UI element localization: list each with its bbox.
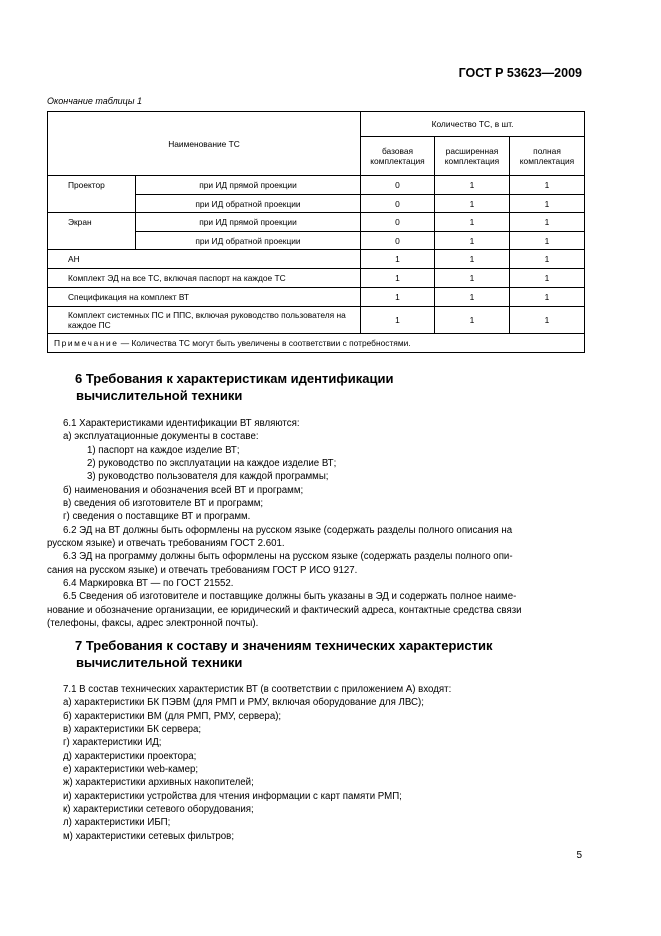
paragraph-line: русском языке) и отвечать требованиям ГОСТ 2.601. xyxy=(47,538,285,550)
cell: 1 xyxy=(510,195,585,213)
section6-body xyxy=(47,417,585,631)
row-name: Комплект системных ПС и ППС, включая руководство пользователя на каждое ПС xyxy=(48,307,361,334)
cell: 0 xyxy=(361,213,435,232)
paragraph-line: нование и обозначение организации, ее юридический и фактический адреса, контактные средства связи xyxy=(47,604,522,616)
cell: 1 xyxy=(435,269,510,288)
equipment-table xyxy=(47,111,585,353)
paragraph-line: 6.4 Маркировка ВТ — по ГОСТ 21552. xyxy=(63,578,234,590)
cell: 1 xyxy=(435,195,510,213)
section6-title: 6 Требования к характеристикам идентификации вычислительной техники xyxy=(75,371,394,403)
cell: 1 xyxy=(435,232,510,250)
table-row xyxy=(48,269,585,288)
cell: 1 xyxy=(510,250,585,269)
document-id: ГОСТ Р 53623—2009 xyxy=(458,66,582,80)
cell: 1 xyxy=(435,288,510,307)
cell: 1 xyxy=(361,307,435,334)
cell: 1 xyxy=(361,250,435,269)
table-row xyxy=(48,288,585,307)
row-name: при ИД прямой проекции xyxy=(136,176,361,195)
cell: 1 xyxy=(361,288,435,307)
list-item: 3) руководство пользователя для каждой программы; xyxy=(87,471,329,483)
row-name: Спецификация на комплект ВТ xyxy=(48,288,361,307)
paragraph-line: (телефоны, факсы, адрес электронной почты). xyxy=(47,618,259,630)
group-screen: Экран xyxy=(48,213,136,250)
cell: 1 xyxy=(510,213,585,232)
paragraph-line: а) эксплуатационные документы в составе: xyxy=(63,431,259,443)
header-name: Наименование ТС xyxy=(48,112,361,176)
table-row xyxy=(48,176,585,195)
cell: 1 xyxy=(361,269,435,288)
cell: 1 xyxy=(510,307,585,334)
list-item: ж) характеристики архивных накопителей; xyxy=(63,777,254,789)
row-name: при ИД обратной проекции xyxy=(136,195,361,213)
paragraph-line: 6.2 ЭД на ВТ должны быть оформлены на русском языке (содержать разделы полного описания на xyxy=(63,524,513,536)
subheader-extended: расширенная комплектация xyxy=(435,137,510,176)
paragraph-line: 6.3 ЭД на программу должны быть оформлены на русском языке (содержать разделы полного опи- xyxy=(63,551,513,563)
list-item: 1) паспорт на каждое изделие ВТ; xyxy=(87,444,240,456)
list-item: г) характеристики ИД; xyxy=(63,737,162,749)
list-item: л) характеристики ИБП; xyxy=(63,817,171,829)
paragraph-line: 6.1 Характеристиками идентификации ВТ являются: xyxy=(63,418,300,429)
table-note xyxy=(48,334,585,353)
list-item: б) характеристики ВМ (для РМП, РМУ, сервера); xyxy=(63,710,282,722)
row-name: АН xyxy=(48,250,361,269)
paragraph-line: сания на русском языке) и отвечать требованиям ГОСТ Р ИСО 9127. xyxy=(47,564,358,576)
list-item: д) характеристики проектора; xyxy=(63,750,197,762)
list-item: в) характеристики БК сервера; xyxy=(63,724,202,736)
list-item: а) характеристики БК ПЭВМ (для РМП и РМУ, включая оборудование для ЛВС); xyxy=(63,697,424,709)
table-row xyxy=(48,307,585,334)
row-name: при ИД обратной проекции xyxy=(136,232,361,250)
subheader-full: полная комплектация xyxy=(510,137,585,176)
row-name: при ИД прямой проекции xyxy=(136,213,361,232)
cell: 1 xyxy=(510,176,585,195)
cell: 1 xyxy=(435,176,510,195)
cell: 1 xyxy=(510,269,585,288)
note-label: Примечание xyxy=(54,338,119,348)
list-item: б) наименования и обозначения всей ВТ и программ; xyxy=(63,484,304,496)
cell: 1 xyxy=(435,213,510,232)
list-item: в) сведения об изготовителе ВТ и программ; xyxy=(63,498,264,510)
cell: 1 xyxy=(510,232,585,250)
row-name: Комплект ЭД на все ТС, включая паспорт на каждое ТС xyxy=(48,269,361,288)
cell: 0 xyxy=(361,195,435,213)
list-item: г) сведения о поставщике ВТ и программ. xyxy=(63,511,251,523)
list-item: и) характеристики устройства для чтения информации с карт памяти РМП; xyxy=(63,790,402,802)
table-caption: Окончание таблицы 1 xyxy=(47,96,142,106)
group-projector: Проектор xyxy=(48,176,136,213)
cell: 0 xyxy=(361,176,435,195)
table-row xyxy=(48,213,585,232)
list-item: к) характеристики сетевого оборудования; xyxy=(63,804,254,816)
list-item: е) характеристики web-камер; xyxy=(63,764,199,776)
subheader-basic: базовая комплектация xyxy=(361,137,435,176)
cell: 1 xyxy=(435,250,510,269)
table-row xyxy=(48,250,585,269)
note-text: — Количества ТС могут быть увеличены в соответствии с потребностями. xyxy=(118,338,411,348)
paragraph-line: 6.5 Сведения об изготовителе и поставщике должны быть указаны в ЭД и содержать полное наиме- xyxy=(63,591,517,603)
section7-body xyxy=(47,683,585,843)
cell: 0 xyxy=(361,232,435,250)
section7-title: 7 Требования к составу и значениям технических характеристик вычислительной техники xyxy=(75,638,493,670)
cell: 1 xyxy=(435,307,510,334)
list-item: 2) руководство по эксплуатации на каждое изделие ВТ; xyxy=(87,458,337,470)
cell: 1 xyxy=(510,288,585,307)
paragraph-line: 7.1 В состав технических характеристик ВТ (в соответствии с приложением А) входят: xyxy=(63,684,452,695)
header-qty: Количество ТС, в шт. xyxy=(361,112,585,137)
list-item: м) характеристики сетевых фильтров; xyxy=(63,830,235,842)
page-number: 5 xyxy=(576,850,582,861)
